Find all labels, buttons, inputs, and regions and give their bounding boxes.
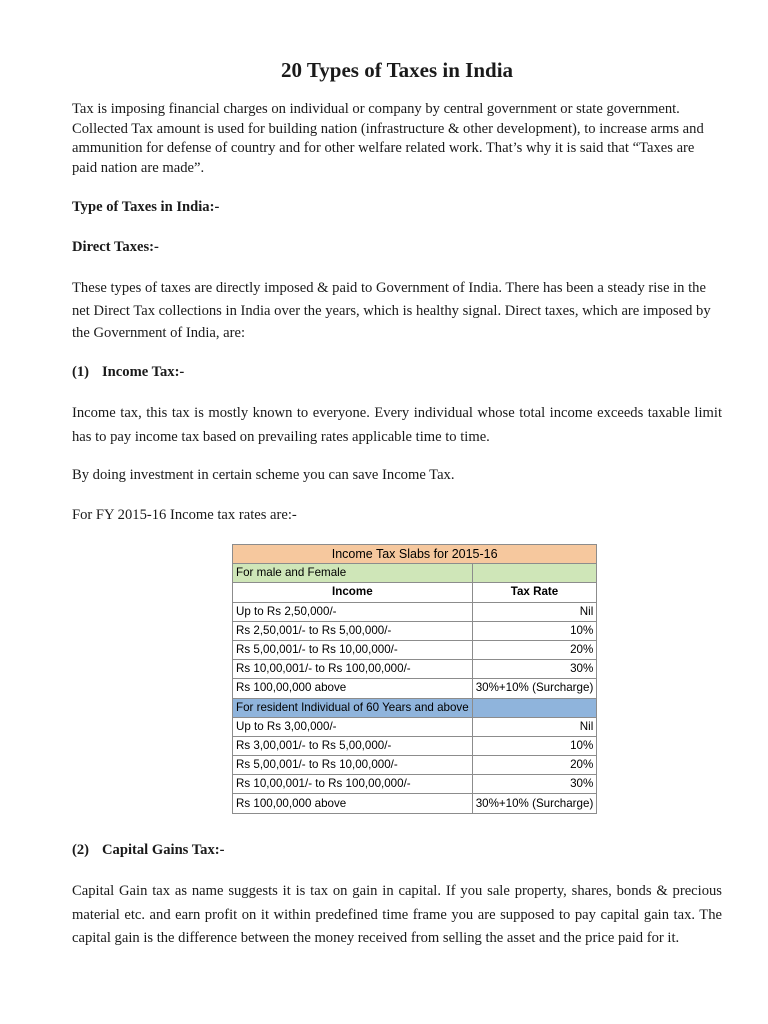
table-row — [233, 679, 597, 698]
income-tax-heading — [72, 364, 184, 381]
group-label: For male and Female — [233, 564, 473, 583]
section-title: Capital Gains Tax:- — [102, 842, 225, 858]
rate-cell: 10% — [472, 736, 597, 755]
income-cell: Rs 5,00,001/- to Rs 10,00,000/- — [233, 640, 473, 659]
page-title: 20 Types of Taxes in India — [280, 58, 514, 82]
rate-cell: Nil — [472, 717, 597, 736]
income-cell: Up to Rs 3,00,000/- — [233, 717, 473, 736]
income-cell: Rs 10,00,001/- to Rs 100,00,000/- — [233, 660, 473, 679]
group-label: For resident Individual of 60 Years and above — [233, 698, 473, 717]
group-label-empty — [472, 564, 597, 583]
fy-rates-paragraph: For FY 2015-16 Income tax rates are:- — [72, 507, 297, 523]
intro-paragraph: Tax is imposing financial charges on individual or company by central government or state government. Collected Tax amount is used for building nation (infrastructure & other development), to increase arms and ammunition for defense of country and for other welfare related work. That’s why it is said that “Taxes are paid nation are made”. — [72, 101, 704, 176]
table-row — [233, 640, 597, 659]
column-header-income: Income — [233, 583, 473, 602]
investment-paragraph: By doing investment in certain scheme you can save Income Tax. — [72, 467, 455, 483]
direct-taxes-heading: Direct Taxes:- — [72, 239, 159, 255]
group-label-empty — [472, 698, 597, 717]
rate-cell: 20% — [472, 640, 597, 659]
table-row — [233, 756, 597, 775]
capital-gains-paragraph: Capital Gain tax as name suggests it is tax on gain in capital. If you sale property, shares, bonds & precious material etc. and earn profit on it within predefined time frame you are supposed to pay capital gain tax. The capital gain is the difference between the money received from selling the asset and the price paid for it. — [72, 883, 722, 946]
table-row — [233, 736, 597, 755]
rate-cell: 30%+10% (Surcharge) — [472, 794, 597, 813]
income-cell: Rs 10,00,001/- to Rs 100,00,000/- — [233, 775, 473, 794]
rate-cell: 30% — [472, 660, 597, 679]
capital-gains-heading — [72, 842, 224, 859]
direct-taxes-paragraph: These types of taxes are directly imposed & paid to Government of India. There has been a steady rise in the net Direct Tax collections in India over the years, which is healthy signal. Direct taxes, which are imposed by the Government of India, are: — [72, 280, 711, 341]
column-header-rate: Tax Rate — [472, 583, 597, 602]
income-cell: Rs 2,50,001/- to Rs 5,00,000/- — [233, 621, 473, 640]
income-cell: Rs 3,00,001/- to Rs 5,00,000/- — [233, 736, 473, 755]
rate-cell: 20% — [472, 756, 597, 775]
income-cell: Rs 100,00,000 above — [233, 679, 473, 698]
group-header-row — [233, 564, 597, 583]
table-row — [233, 794, 597, 813]
table-row — [233, 717, 597, 736]
table-row — [233, 775, 597, 794]
section-title: Income Tax:- — [102, 364, 185, 380]
rate-cell: 10% — [472, 621, 597, 640]
section-number: (2) — [72, 842, 90, 858]
table-row — [233, 602, 597, 621]
group-header-row — [233, 698, 597, 717]
table-row — [233, 621, 597, 640]
rate-cell: 30%+10% (Surcharge) — [472, 679, 597, 698]
table-caption: Income Tax Slabs for 2015-16 — [233, 545, 597, 564]
section-number: (1) — [72, 364, 90, 380]
table-row — [233, 660, 597, 679]
income-tax-slabs-table — [232, 544, 597, 814]
income-cell: Rs 100,00,000 above — [233, 794, 473, 813]
rate-cell: 30% — [472, 775, 597, 794]
rate-cell: Nil — [472, 602, 597, 621]
income-cell: Rs 5,00,001/- to Rs 10,00,000/- — [233, 756, 473, 775]
table-caption-row — [233, 545, 597, 564]
income-cell: Up to Rs 2,50,000/- — [233, 602, 473, 621]
column-header-row — [233, 583, 597, 602]
type-of-taxes-heading: Type of Taxes in India:- — [72, 199, 220, 215]
income-tax-paragraph: Income tax, this tax is mostly known to everyone. Every individual whose total income exceeds taxable limit has to pay income tax based on prevailing rates applicable time to time. — [72, 405, 722, 445]
